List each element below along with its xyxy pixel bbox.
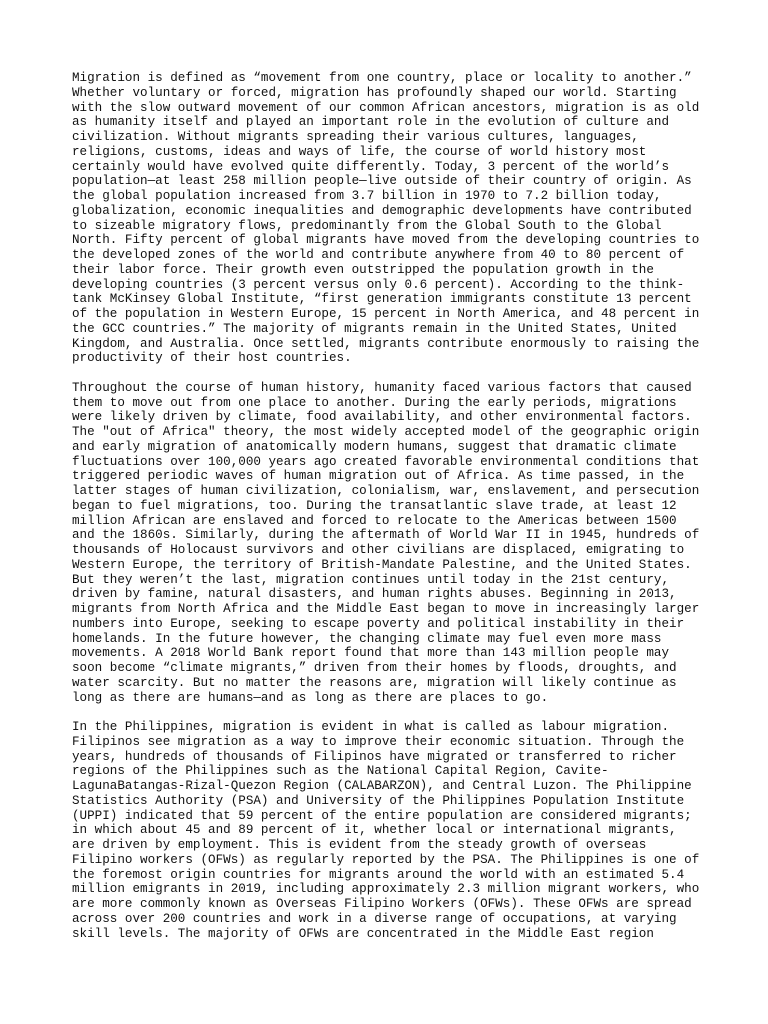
- paragraph-1: Migration is defined as “movement from one country, place or locality to another.” Whether voluntary or forced, migration has profoundly shaped our world. Starting with the slow outward movement of our common African ancestors, migration is as old as humanity itself and played an important role in the evolution of culture and civilization. Without migrants spreading their various cultures, languages, religions, customs, ideas and ways of life, the course of world history most certainly would have evolved quite differently. Today, 3 percent of the world’s population—at least 258 million people—live outside of their country of origin. As the global population increased from 3.7 billion in 1970 to 7.2 billion today, globalization, economic inequalities and demographic developments have contributed to sizeable migratory flows, predominantly from the Global South to the Global North. Fifty percent of global migrants have moved from the developing countries to the developed zones of the world and contribute anywhere from 40 to 80 percent of their labor force. Their growth even outstripped the population growth in the developing countries (3 percent versus only 0.6 percent). According to the think- tank McKinsey Global Institute, “first generation immigrants constitute 13 percent of the population in Western Europe, 15 percent in North America, and 48 percent in the GCC countries.” The majority of migrants remain in the United States, United Kingdom, and Australia. Once settled, migrants contribute enormously to raising the productivity of their host countries.: [72, 71, 700, 366]
- paragraph-2: Throughout the course of human history, humanity faced various factors that caused them to move out from one place to another. During the early periods, migrations were likely driven by climate, food availability, and other environmental factors. The "out of Africa" theory, the most widely accepted model of the geographic origin and early migration of anatomically modern humans, suggest that dramatic climate fluctuations over 100,000 years ago created favorable environmental conditions that triggered periodic waves of human migration out of Africa. As time passed, in the latter stages of human civilization, colonialism, war, enslavement, and persecution began to fuel migrations, too. During the transatlantic slave trade, at least 12 million African are enslaved and forced to relocate to the Americas between 1500 and the 1860s. Similarly, during the aftermath of World War II in 1945, hundreds of thousands of Holocaust survivors and other civilians are displaced, emigrating to Western Europe, the territory of British-Mandate Palestine, and the United States. But they weren’t the last, migration continues until today in the 21st century, driven by famine, natural disasters, and human rights abuses. Beginning in 2013, migrants from North Africa and the Middle East began to move in increasingly larger numbers into Europe, seeking to escape poverty and political instability in their homelands. In the future however, the changing climate may fuel even more mass movements. A 2018 World Bank report found that more than 143 million people may soon become “climate migrants,” driven from their homes by floods, droughts, and water scarcity. But no matter the reasons are, migration will likely continue as long as there are humans—and as long as there are places to go.: [72, 380, 700, 705]
- document-body: [72, 71, 700, 956]
- paragraph-3: In the Philippines, migration is evident in what is called as labour migration. Filipinos see migration as a way to improve their economic situation. Through the years, hundreds of thousands of Filipinos have migrated or transferred to richer regions of the Philippines such as the National Capital Region, Cavite- LagunaBatangas-Rizal-Quezon Region (CALABARZON), and Central Luzon. The Philippine Statistics Authority (PSA) and University of the Philippines Population Institute (UPPI) indicated that 59 percent of the entire population are considered migrants; in which about 45 and 89 percent of it, whether local or international migrants, are driven by employment. This is evident from the steady growth of overseas Filipino workers (OFWs) as regularly reported by the PSA. The Philippines is one of the foremost origin countries for migrants around the world with an estimated 5.4 million emigrants in 2019, including approximately 2.3 million migrant workers, who are more commonly known as Overseas Filipino Workers (OFWs). These OFWs are spread across over 200 countries and work in a diverse range of occupations, at varying skill levels. The majority of OFWs are concentrated in the Middle East region: [72, 720, 700, 941]
